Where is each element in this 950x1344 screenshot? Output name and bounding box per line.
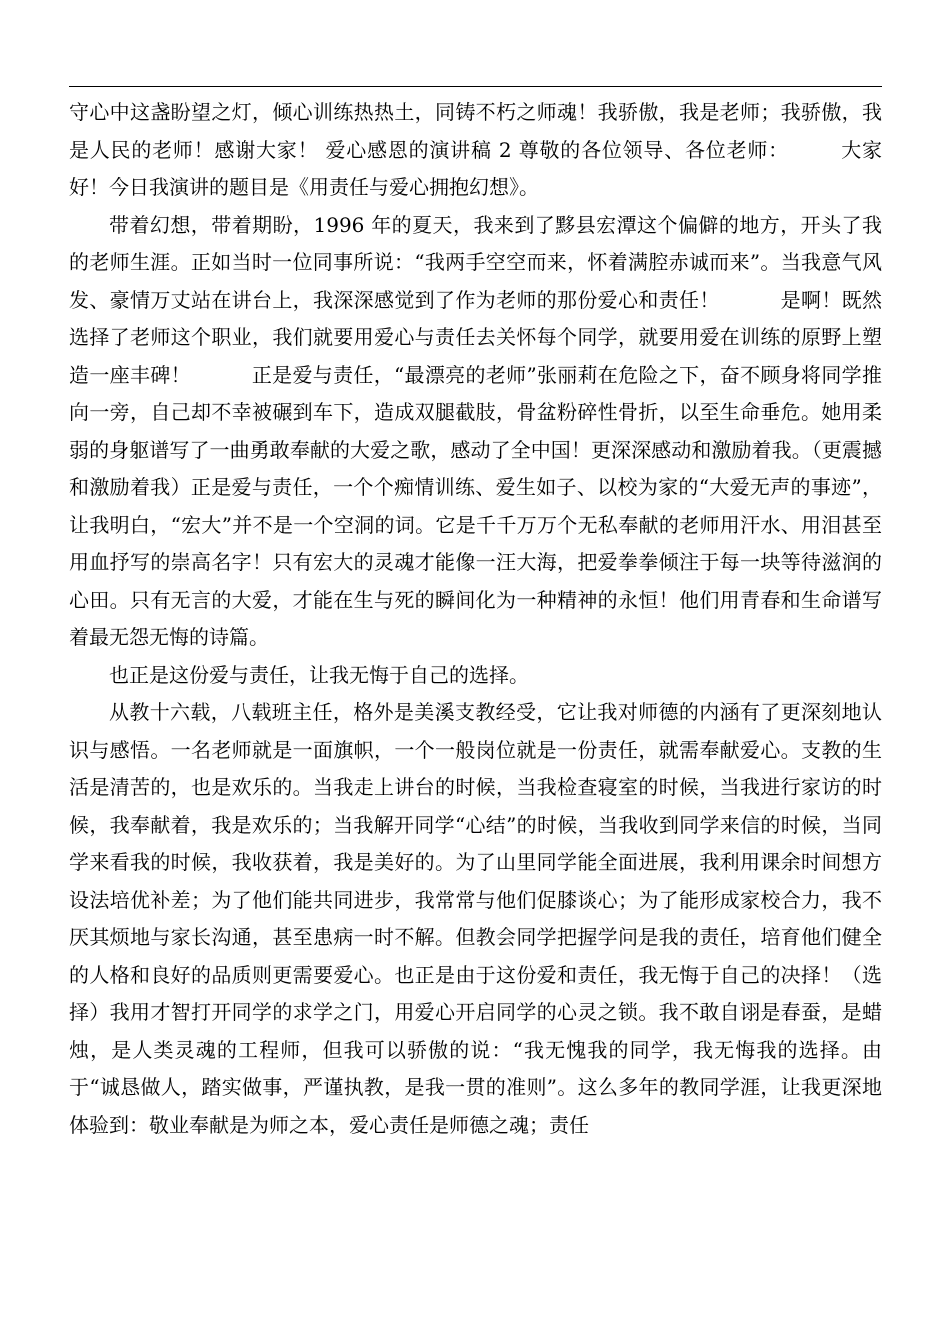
paragraph-3: 也正是这份爱与责任，让我无悔于自己的选择。: [109, 662, 529, 687]
paragraph-4: 从教十六载，八载班主任，格外是美溪支教经受，它让我对师德的内涵有了更深刻地认识与感悟。一名老师就是一面旗帜，一个一般岗位就是一份责任，就需奉献爱心。支教的生活是清苦的，也是欢乐的。当我走上讲台的时候，当我检查寝室的时候，当我进行家访的时候，我奉献着，我是欢乐的；当我解开同学“心结”的时候，当我收到同学来信的时候，当同学来看我的时候，我收获着，我是美好的。为了山里同学能全面进展，我利用课余时间想方设法培优补差；为了他们能共同进步，我常常与他们促膝谈心；为了能形成家校合力，我不厌其烦地与家长沟通，甚至患病一时不解。但教会同学把握学问是我的责任，培育他们健全的人格和良好的品质则更需要爱心。也正是由于这份爱和责任，我无悔于自己的决择！（选择）我用才智打开同学的求学之门，用爱心开启同学的心灵之锁。我不敢自诩是春蚕，是蜡烛，是人类灵魂的工程师，但我可以骄傲的说：“我无愧我的同学，我无悔我的选择。由于“诚恳做人，踏实做事，严谨执教，是我一贯的准则”。这么多年的教同学涯，让我更深地体验到：敬业奉献是为师之本，爱心责任是师德之魂；责任: [69, 700, 882, 1137]
header-rule: [69, 86, 882, 87]
paragraph-2: 带着幻想，带着期盼，1996 年的夏天，我来到了黟县宏潭这个偏僻的地方，开头了我的老师生涯。正如当时一位同事所说：“我两手空空而来，怀着满腔赤诚而来”。当我意气风发、豪情万丈站在讲台上，我深深感觉到了作为老师的那份爱心和责任！ 是啊！既然选择了老师这个职业，我们就要用爱心与责任去关怀每个同学，就要用爱在训练的原野上塑造一座丰碑！ 正是爱与责任，“最漂亮的老师”张丽莉在危险之下，奋不顾身将同学推向一旁，自己却不幸被碾到车下，造成双腿截肢，骨盆粉碎性骨折，以至生命垂危。她用柔弱的身躯谱写了一曲勇敢奉献的大爱之歌，感动了全中国！更深深感动和激励着我。（更震撼和激励着我）正是爱与责任，一个个痴情训练、爱生如子、以校为家的“大爱无声的事迹”，让我明白，“宏大”并不是一个空洞的词。它是千千万万个无私奉献的老师用汗水、用泪甚至用血抒写的崇高名字！只有宏大的灵魂才能像一汪大海，把爱拳拳倾注于每一块等待滋润的心田。只有无言的大爱，才能在生与死的瞬间化为一种精神的永恒！他们用青春和生命谱写着最无怨无悔的诗篇。: [69, 212, 882, 649]
document-body: [69, 94, 882, 1144]
paragraph-1: 守心中这盏盼望之灯，倾心训练热热土，同铸不朽之师魂！我骄傲，我是老师；我骄傲，我是人民的老师！感谢大家！ 爱心感恩的演讲稿 2 尊敬的各位领导、各位老师： 大家好！今日我演讲的题目是《用责任与爱心拥抱幻想》。: [69, 100, 882, 199]
